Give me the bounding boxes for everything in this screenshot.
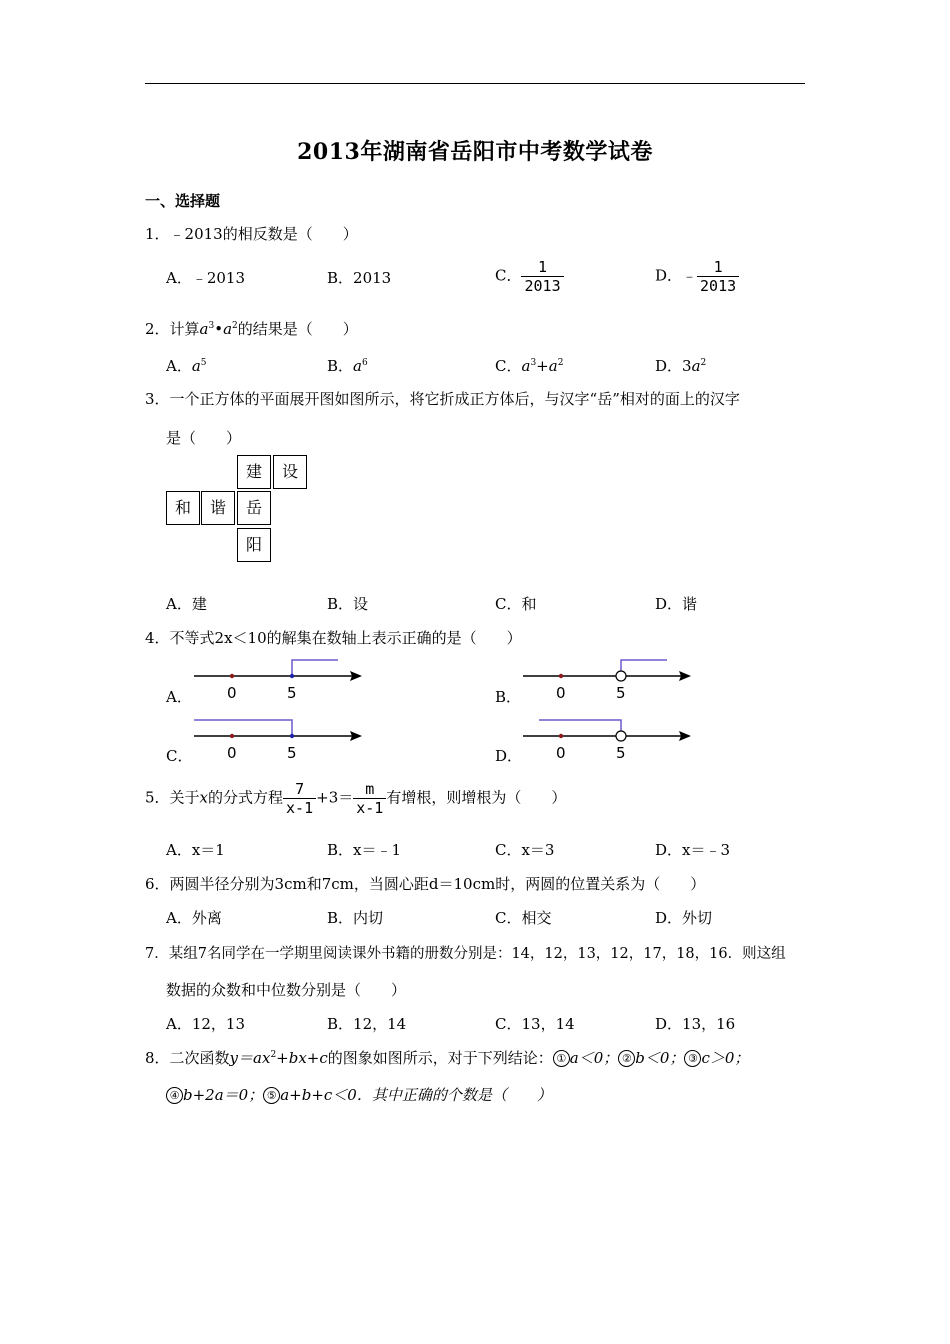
number-line-b xyxy=(521,656,701,700)
number-line-d xyxy=(521,716,701,760)
q4-option-c-label: C． xyxy=(166,747,193,765)
solution-bracket xyxy=(292,660,338,676)
q1-option-b: B．2013 xyxy=(327,269,392,287)
question-3-stem-line1: 3．一个正方体的平面展开图如图所示，将它折成正方体后，与汉字“岳”相对的面上的汉字 xyxy=(145,390,740,408)
open-circle xyxy=(616,671,626,681)
solution-bracket xyxy=(621,660,667,671)
question-7-stem-line2: 数据的众数和中位数分别是（ ） xyxy=(166,981,407,999)
q6-option-b: B．内切 xyxy=(327,909,384,927)
q6-option-c: C．相交 xyxy=(495,909,552,927)
q7-option-b: B．12，14 xyxy=(327,1015,407,1033)
q5-option-d: D．x＝﹣3 xyxy=(655,841,731,859)
q6-option-a: A．外离 xyxy=(166,909,222,927)
open-circle xyxy=(616,731,626,741)
question-8-stem-line1: 8．二次函数$y=ax^2+bx+c$的图象如图所示，对于下列结论： ① a＜0； ② b＜0； ③ c＞0； xyxy=(145,1049,750,1067)
q2-option-a: A．$a^5$ xyxy=(166,357,207,375)
question-1-stem: 1．﹣2013的相反数是（ ） xyxy=(145,225,358,243)
label-five: 5 xyxy=(287,684,297,700)
circled-4: ④ xyxy=(166,1087,183,1104)
svg-text:0: 0 xyxy=(227,744,237,760)
q5-option-a: A．x＝1 xyxy=(166,841,225,859)
point-five xyxy=(290,674,294,678)
q2-option-c: C．$a^3+a^2$ xyxy=(495,357,564,375)
circled-5: ⑤ xyxy=(263,1087,280,1104)
question-5-stem: 5．关于x的分式方程 $\frac{7}{x-1}$ +3＝ $\frac{m}{x-1}$ 有增根，则增根为（ ） xyxy=(145,780,567,817)
fraction: $\frac{1}{2013}$ xyxy=(697,258,739,295)
q7-option-d: D．13，16 xyxy=(655,1015,736,1033)
header-rule xyxy=(145,83,805,84)
fraction: $\frac{1}{2013}$ xyxy=(521,258,563,295)
q2-option-d: D．$3a^2$ xyxy=(655,357,707,375)
q2-option-b: B．$a^6$ xyxy=(327,357,368,375)
circled-3: ③ xyxy=(684,1050,701,1067)
page-title: 2013年湖南省岳阳市中考数学试卷 xyxy=(297,139,653,165)
question-8-stem-line2: ④ b+2a＝0； ⑤ a+b+c＜0．其中正确的个数是（ ） xyxy=(166,1084,552,1105)
svg-text:5: 5 xyxy=(616,744,626,760)
q7-option-a: A．12，13 xyxy=(166,1015,246,1033)
q1-option-d: D．﹣ $\frac{1}{2013}$ xyxy=(655,258,739,295)
point-zero xyxy=(230,674,234,678)
q3-option-d: D．谐 xyxy=(655,595,698,613)
net-cell-she: 设 xyxy=(273,455,307,489)
q5-option-b: B．x＝﹣1 xyxy=(327,841,402,859)
svg-text:5: 5 xyxy=(287,744,297,760)
label-zero: 0 xyxy=(227,684,237,700)
q3-option-b: B．设 xyxy=(327,595,369,613)
net-cell-yang: 阳 xyxy=(237,528,271,562)
svg-text:0: 0 xyxy=(556,744,566,760)
section-heading: 一、选择题 xyxy=(145,192,221,210)
circled-2: ② xyxy=(618,1050,635,1067)
svg-text:5: 5 xyxy=(616,684,626,700)
question-4-stem: 4．不等式2x＜10的解集在数轴上表示正确的是（ ） xyxy=(145,629,522,647)
q6-option-d: D．外切 xyxy=(655,909,713,927)
solution-bracket xyxy=(539,720,621,731)
q5-option-c: C．x＝3 xyxy=(495,841,555,859)
q1-option-c: C． $\frac{1}{2013}$ xyxy=(495,258,564,295)
q4-option-a-label: A． xyxy=(166,688,192,706)
circled-1: ① xyxy=(553,1050,570,1067)
net-cell-yue: 岳 xyxy=(237,491,271,525)
fraction-m: $\frac{m}{x-1}$ xyxy=(353,780,386,817)
net-cell-jian: 建 xyxy=(237,455,271,489)
number-line-a xyxy=(192,656,372,700)
net-cell-he: 和 xyxy=(166,491,200,525)
q1-option-a: A．﹣2013 xyxy=(166,269,246,287)
cube-net-figure xyxy=(166,455,316,565)
net-cell-xie: 谐 xyxy=(201,491,235,525)
q4-option-d-label: D． xyxy=(495,747,523,765)
question-6-stem: 6．两圆半径分别为3cm和7cm，当圆心距d＝10cm时，两圆的位置关系为（ ） xyxy=(145,875,706,893)
fraction-7: $\frac{7}{x-1}$ xyxy=(283,780,316,817)
svg-text:0: 0 xyxy=(556,684,566,700)
question-3-stem-line2: 是（ ） xyxy=(166,429,242,447)
number-line-c xyxy=(192,716,372,760)
q3-option-c: C．和 xyxy=(495,595,537,613)
question-2-stem: 2．计算$a^3•a^2$的结果是（ ） xyxy=(145,320,358,338)
q3-option-a: A．建 xyxy=(166,595,207,613)
q7-option-c: C．13，14 xyxy=(495,1015,575,1033)
solution-bracket xyxy=(194,720,292,736)
question-7-stem-line1: 7．某组7名同学在一学期里阅读课外书籍的册数分别是：14，12，13，12，17，18，16．则这组 xyxy=(145,946,786,962)
q4-option-b-label: B． xyxy=(495,688,522,706)
